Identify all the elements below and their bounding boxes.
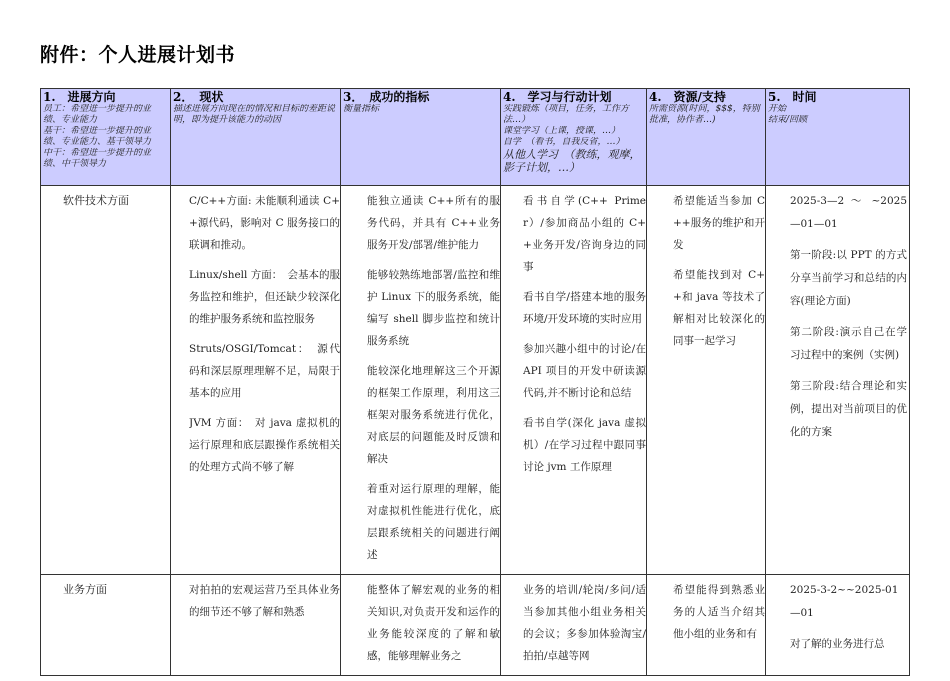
column-header-description: 结束/回顾 [768,115,808,125]
cell-paragraph: C/C++方面: 未能顺利通读 C++源代码，影响对 C 服务接口的联调和推动。 [189,195,340,251]
column-header-description: 课堂学习（上课，授课，…） [503,126,621,136]
cell-paragraph: 2025-3-2~~2025-01—01 [790,584,899,619]
cell-paragraph: 看书自学(C++ Primer）/参加商品小组的 C++业务开发/咨询身边的同事 [523,195,646,273]
time-cell [766,575,910,676]
column-header-description: 从他人学习 （教练，观摩，影子计划，…） [503,148,641,174]
column-header-1 [41,89,171,186]
cell-paragraph: JVM 方面： 对 java 虚拟机的运行原理和底层跟操作系统相关的处理方式尚不够了解 [189,417,340,473]
column-header-title: 4. 学习与行动计划 [503,90,612,104]
cell-paragraph: 能整体了解宏观的业务的相关知识,对负责开发和运作的业务能较深度的了解和敏感，能够理解业务之 [367,584,500,662]
status-cell-content [171,186,340,578]
column-header-description: 描述进展方向现在的情况和目标的差距说明，即为提升该能力的动因 [173,104,336,125]
cell-paragraph: 参加兴趣小组中的讨论/在 API 项目的开发中研读源代码,并不断讨论和总结 [523,343,646,399]
column-header-title: 4. 资源/支持 [649,90,726,104]
table-row [41,186,910,575]
category-cell [41,575,171,676]
column-header-description: 自学 （看书，自我反省，…） [503,137,625,147]
column-header-description: 基干：希望进一步提升的业绩、专业能力、基干领导力 [43,126,152,147]
column-header-description: 实践锻炼（项目，任务，工作方法…） [503,104,630,125]
category-cell [41,186,171,575]
cell-paragraph: 着重对运行原理的理解，能对虚拟机性能进行优化，底层跟系统相关的问题进行阐述 [367,483,500,561]
cell-paragraph: 能独立通读 C++所有的服务代码，并具有 C++业务服务开发/部署/维护能力 [367,195,500,251]
cell-paragraph: 看书自学(深化 java 虚拟机）/在学习过程中跟同事讨论 jvm 工作原理 [523,417,646,473]
cell-paragraph: 第二阶段:演示自己在学习过程中的案例（实例) [790,326,907,361]
success-indicator-cell-content [341,575,500,679]
resources-cell [647,186,766,575]
column-header-6 [766,89,910,186]
cell-paragraph: 对了解的业务进行总 [790,638,885,650]
action-plan-cell [501,575,647,676]
column-header-description: 开始 [768,104,787,114]
cell-paragraph: 能够较熟练地部署/监控和维护 Linux 下的服务系统，能编写 shell 脚步监控和统计服务系统 [367,269,500,347]
resources-cell [647,575,766,676]
time-cell-content [766,186,909,578]
cell-paragraph: 第三阶段:结合理论和实例，提出对当前项目的优化的方案 [790,380,907,438]
cell-paragraph: Struts/OSGI/Tomcat： 源代码和深层原理理解不足，局限于基本的应用 [189,343,340,399]
table-row [41,575,910,676]
cell-paragraph: 对拍拍的宏观运营乃至具体业务的细节还不够了解和熟悉 [189,584,340,618]
status-cell-content [171,575,340,679]
column-header-3 [341,89,501,186]
column-header-title: 3． 成功的指标 [343,90,430,104]
cell-paragraph: 2025-3—2 ～ ~2025—01—01 [790,195,907,230]
resources-cell-content [647,186,765,578]
column-header-description: 所需资源(时间，$$$，特别批准，协作者…) [649,104,760,125]
column-header-4 [501,89,647,186]
column-header-title: 1. 进展方向 [43,90,116,104]
column-header-5 [647,89,766,186]
plan-table [40,88,910,676]
action-plan-cell-content [501,186,646,578]
page-title: 附件：个人进展计划书 [40,44,236,66]
status-cell [171,186,341,575]
cell-paragraph: 看书自学/搭建本地的服务环境/开发环境的实时应用 [523,291,646,325]
header-row [41,89,910,186]
category-label: 业务方面 [63,583,107,596]
cell-paragraph: 能较深化地理解这三个开源的框架工作原理，利用这三框架对服务系统进行优化，对底层的问题能及时反馈和解决 [367,365,500,465]
cell-paragraph: 希望能适当参加 C++服务的维护和开发 [673,195,765,251]
success-indicator-cell [341,186,501,575]
cell-paragraph: 第一阶段:以 PPT 的方式分享当前学习和总结的内容(理论方面) [790,249,907,307]
column-header-description: 中干：希望进一步提升的业绩、中干领导力 [43,148,152,169]
cell-paragraph: 业务的培训/轮岗/多问/适当参加其他小组业务相关的会议；多参加体验淘宝/拍拍/卓越等网 [523,584,646,662]
success-indicator-cell-content [341,186,500,578]
action-plan-cell-content [501,575,646,679]
action-plan-cell [501,186,647,575]
status-cell [171,575,341,676]
time-cell [766,186,910,575]
category-label: 软件技术方面 [63,194,129,207]
column-header-description: 员工：希望进一步提升的业绩、专业能力 [43,104,152,125]
column-header-title: 5. 时间 [768,90,817,104]
column-header-description: 衡量指标 [343,104,380,114]
cell-paragraph: 希望能找到对 C++和 java 等技术了解相对比较深化的同事一起学习 [673,269,765,347]
column-header-title: 2． 现状 [173,90,224,104]
cell-paragraph: 希望能得到熟悉业务的人适当介绍其他小组的业务和有 [673,584,765,640]
cell-paragraph: Linux/shell 方面： 会基本的服务监控和维护，但还缺少较深化的维护服务系统和监控服务 [189,269,340,325]
success-indicator-cell [341,575,501,676]
resources-cell-content [647,575,765,679]
column-header-2 [171,89,341,186]
time-cell-content [766,575,909,679]
